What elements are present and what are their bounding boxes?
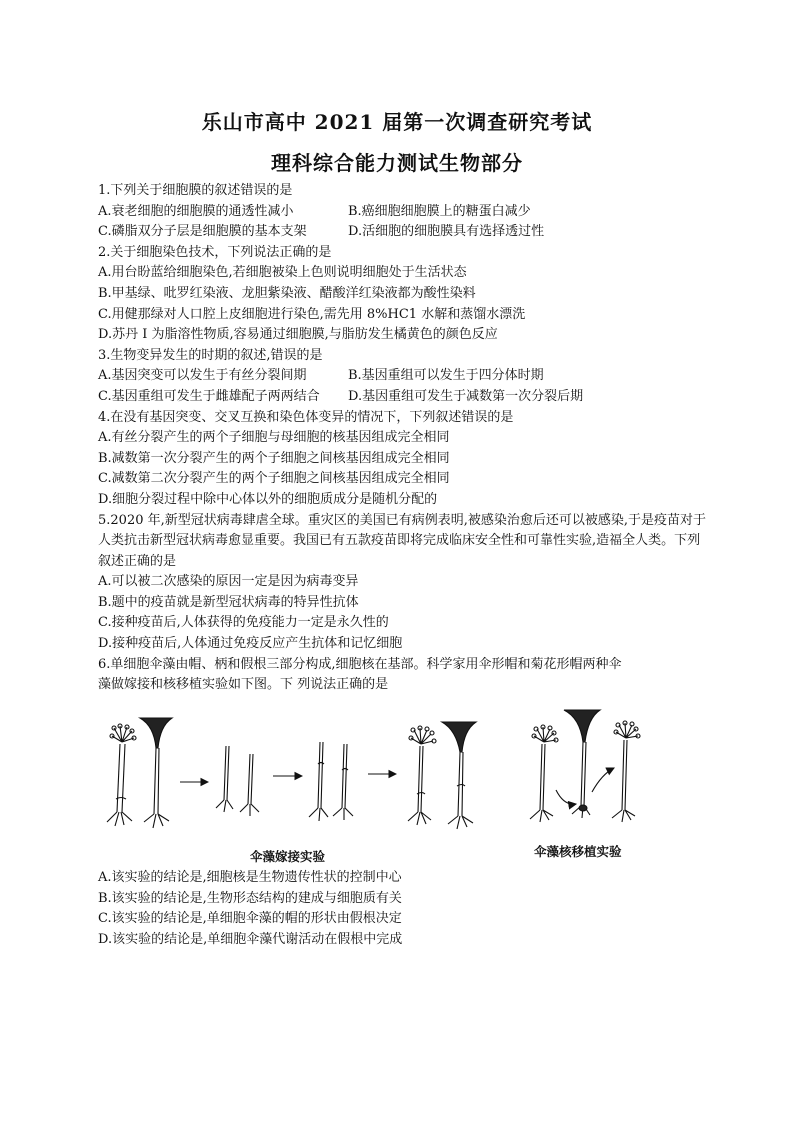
- question-6-option-c: C.该实验的结论是,单细胞伞藻的帽的形状由假根决定: [98, 911, 402, 927]
- exam-title: 乐山市高中 2021 届第一次调查研究考试: [201, 110, 593, 134]
- question-3-options-row-2: [98, 387, 708, 408]
- question-1-options-row-2: [98, 222, 708, 243]
- transplant-umbrella-plant-icon: [564, 710, 600, 818]
- exam-subtitle: 理科综合能力测试生物部分: [271, 151, 523, 175]
- question-6-option-b: B.该实验的结论是,生物形态结构的建成与细胞质有关: [98, 890, 402, 906]
- question-5-option-a: A.可以被二次感染的原因一定是因为病毒变异: [98, 574, 359, 590]
- graft-result-umbrella-icon: [442, 722, 476, 829]
- question-2-stem: 2.关于细胞染色技术，下列说法正确的是: [98, 244, 332, 260]
- question-2-option-a: A.用台盼蓝给细胞染色,若细胞被染上色则说明细胞处于生活状态: [98, 265, 467, 281]
- transplant-flower-plant-icon: [530, 725, 558, 822]
- grafting-caption: 伞藻嫁接实验: [250, 849, 326, 864]
- transplant-result-flower-icon: [612, 721, 640, 822]
- question-4-option-c: C.减数第二次分裂产生的两个子细胞之间核基因组成完全相同: [98, 471, 450, 487]
- question-2-option-b: B.甲基绿、吡罗红染液、龙胆紫染液、醋酸洋红染液都为酸性染料: [98, 285, 476, 301]
- question-3-options-row-1: [98, 366, 708, 387]
- question-3-option-b: B.基因重组可以发生于四分体时期: [348, 368, 544, 384]
- questions-block: [98, 181, 708, 696]
- question-3-stem: 3.生物变异发生的时期的叙述,错误的是: [98, 347, 323, 363]
- question-4-option-d: D.细胞分裂过程中除中心体以外的细胞质成分是随机分配的: [98, 491, 438, 507]
- question-3-option-a: A.基因突变可以发生于有丝分裂间期: [98, 368, 307, 384]
- question-5-stem: 5.2020 年,新型冠状病毒肆虐全球。重灾区的美国已有病例表明,被感染治愈后还可以被感染,于是疫苗对于人类抗击新型冠状病毒愈显重要。我国已有五款疫苗即将完成临床安全性和可靠性实验,造福全人类。下列叙述正确的是: [98, 512, 707, 569]
- question-5-option-b: B.题中的疫苗就是新型冠状病毒的特异性抗体: [98, 594, 359, 610]
- question-1-option-b: B.癌细胞细胞膜上的糖蛋白减少: [348, 203, 531, 219]
- question-5-option-d: D.接种疫苗后,人体通过免疫反应产生抗体和记忆细胞: [98, 636, 403, 652]
- question-4-option-b: B.减数第一次分裂产生的两个子细胞之间核基因组成完全相同: [98, 450, 450, 466]
- question-1-option-c: C.磷脂双分子层是细胞膜的基本支架: [98, 224, 307, 240]
- question-6-stem-line-1: 6.单细胞伞藻由帽、柄和假根三部分构成,细胞核在基部。科学家用伞形帽和菊花形帽两种伞: [98, 656, 622, 672]
- grafted-stalk-icon: [309, 742, 353, 821]
- question-1-stem: 1.下列关于细胞膜的叙述错误的是: [98, 183, 293, 198]
- question-6-option-d: D.该实验的结论是,单细胞伞藻代谢活动在假根中完成: [98, 931, 403, 947]
- transplant-caption: 伞藻核移植实验: [534, 844, 622, 859]
- question-3-option-d: D.基因重组可发生于减数第一次分裂后期: [348, 388, 584, 404]
- question-2-option-d: D.苏丹 I 为脂溶性物质,容易通过细胞膜,与脂肪发生橘黄色的颜色反应: [98, 327, 498, 343]
- question-6-stem-line-2: 藻做嫁接和核移植实验如下图。下 列说法正确的是: [98, 677, 389, 693]
- question-1-options-row-1: [98, 202, 708, 223]
- acetabularia-figure: [98, 704, 708, 872]
- question-6-option-a: A.该实验的结论是,细胞核是生物遗传性状的控制中心: [98, 870, 402, 885]
- stalk-pair-icon: [216, 746, 259, 816]
- question-6-options: [98, 868, 708, 950]
- question-1-option-d: D.活细胞的细胞膜具有选择透过性: [348, 224, 545, 240]
- graft-result-flower-icon: [408, 726, 436, 825]
- question-1-option-a: A.衰老细胞的细胞膜的通透性减小: [98, 203, 294, 219]
- flower-cap-plant-icon: [107, 724, 136, 826]
- question-4-option-a: A.有丝分裂产生的两个子细胞与母细胞的核基因组成完全相同: [98, 430, 450, 446]
- question-4-stem: 4.在没有基因突变、交叉互换和染色体变异的情况下，下列叙述错误的是: [98, 409, 514, 425]
- question-3-option-c: C.基因重组可发生于雌雄配子两两结合: [98, 388, 320, 404]
- question-2-option-c: C.用健那绿对人口腔上皮细胞进行染色,需先用 8%HC1 水解和蒸馏水漂洗: [98, 306, 526, 322]
- question-5-option-c: C.接种疫苗后,人体获得的免疫能力一定是永久性的: [98, 615, 389, 631]
- umbrella-cap-plant-icon: [140, 718, 172, 828]
